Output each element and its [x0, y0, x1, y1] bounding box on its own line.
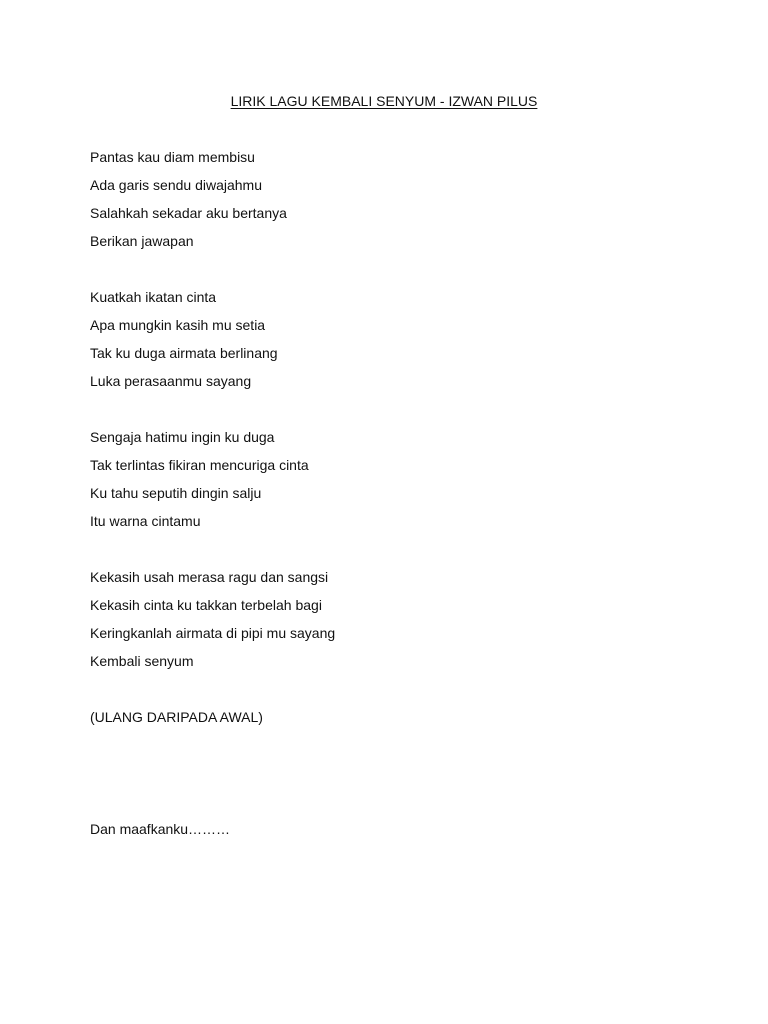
- lyric-line: Sengaja hatimu ingin ku duga: [90, 429, 275, 445]
- lyric-line: Tak terlintas fikiran mencuriga cinta: [90, 457, 309, 473]
- lyric-line: Kembali senyum: [90, 653, 194, 669]
- repeat-note: (ULANG DARIPADA AWAL): [90, 709, 263, 725]
- lyric-line: Berikan jawapan: [90, 233, 194, 249]
- lyric-line: Luka perasaanmu sayang: [90, 373, 252, 389]
- lyric-line: Pantas kau diam membisu: [90, 149, 255, 165]
- lyric-line: Apa mungkin kasih mu setia: [90, 317, 266, 333]
- lyric-line: Kekasih usah merasa ragu dan sangsi: [90, 569, 329, 585]
- lyric-line: Salahkah sekadar aku bertanya: [90, 205, 287, 221]
- lyric-line: Tak ku duga airmata berlinang: [90, 345, 278, 361]
- closing-line: Dan maafkanku………: [90, 821, 231, 837]
- lyric-line: Keringkanlah airmata di pipi mu sayang: [90, 625, 336, 641]
- lyric-line: Itu warna cintamu: [90, 513, 201, 529]
- page-title: LIRIK LAGU KEMBALI SENYUM - IZWAN PILUS: [230, 93, 538, 109]
- lyric-line: Ku tahu seputih dingin salju: [90, 485, 262, 501]
- lyric-line: Kuatkah ikatan cinta: [90, 289, 217, 305]
- lyric-line: Ada garis sendu diwajahmu: [90, 177, 262, 193]
- lyric-line: Kekasih cinta ku takkan terbelah bagi: [90, 597, 322, 613]
